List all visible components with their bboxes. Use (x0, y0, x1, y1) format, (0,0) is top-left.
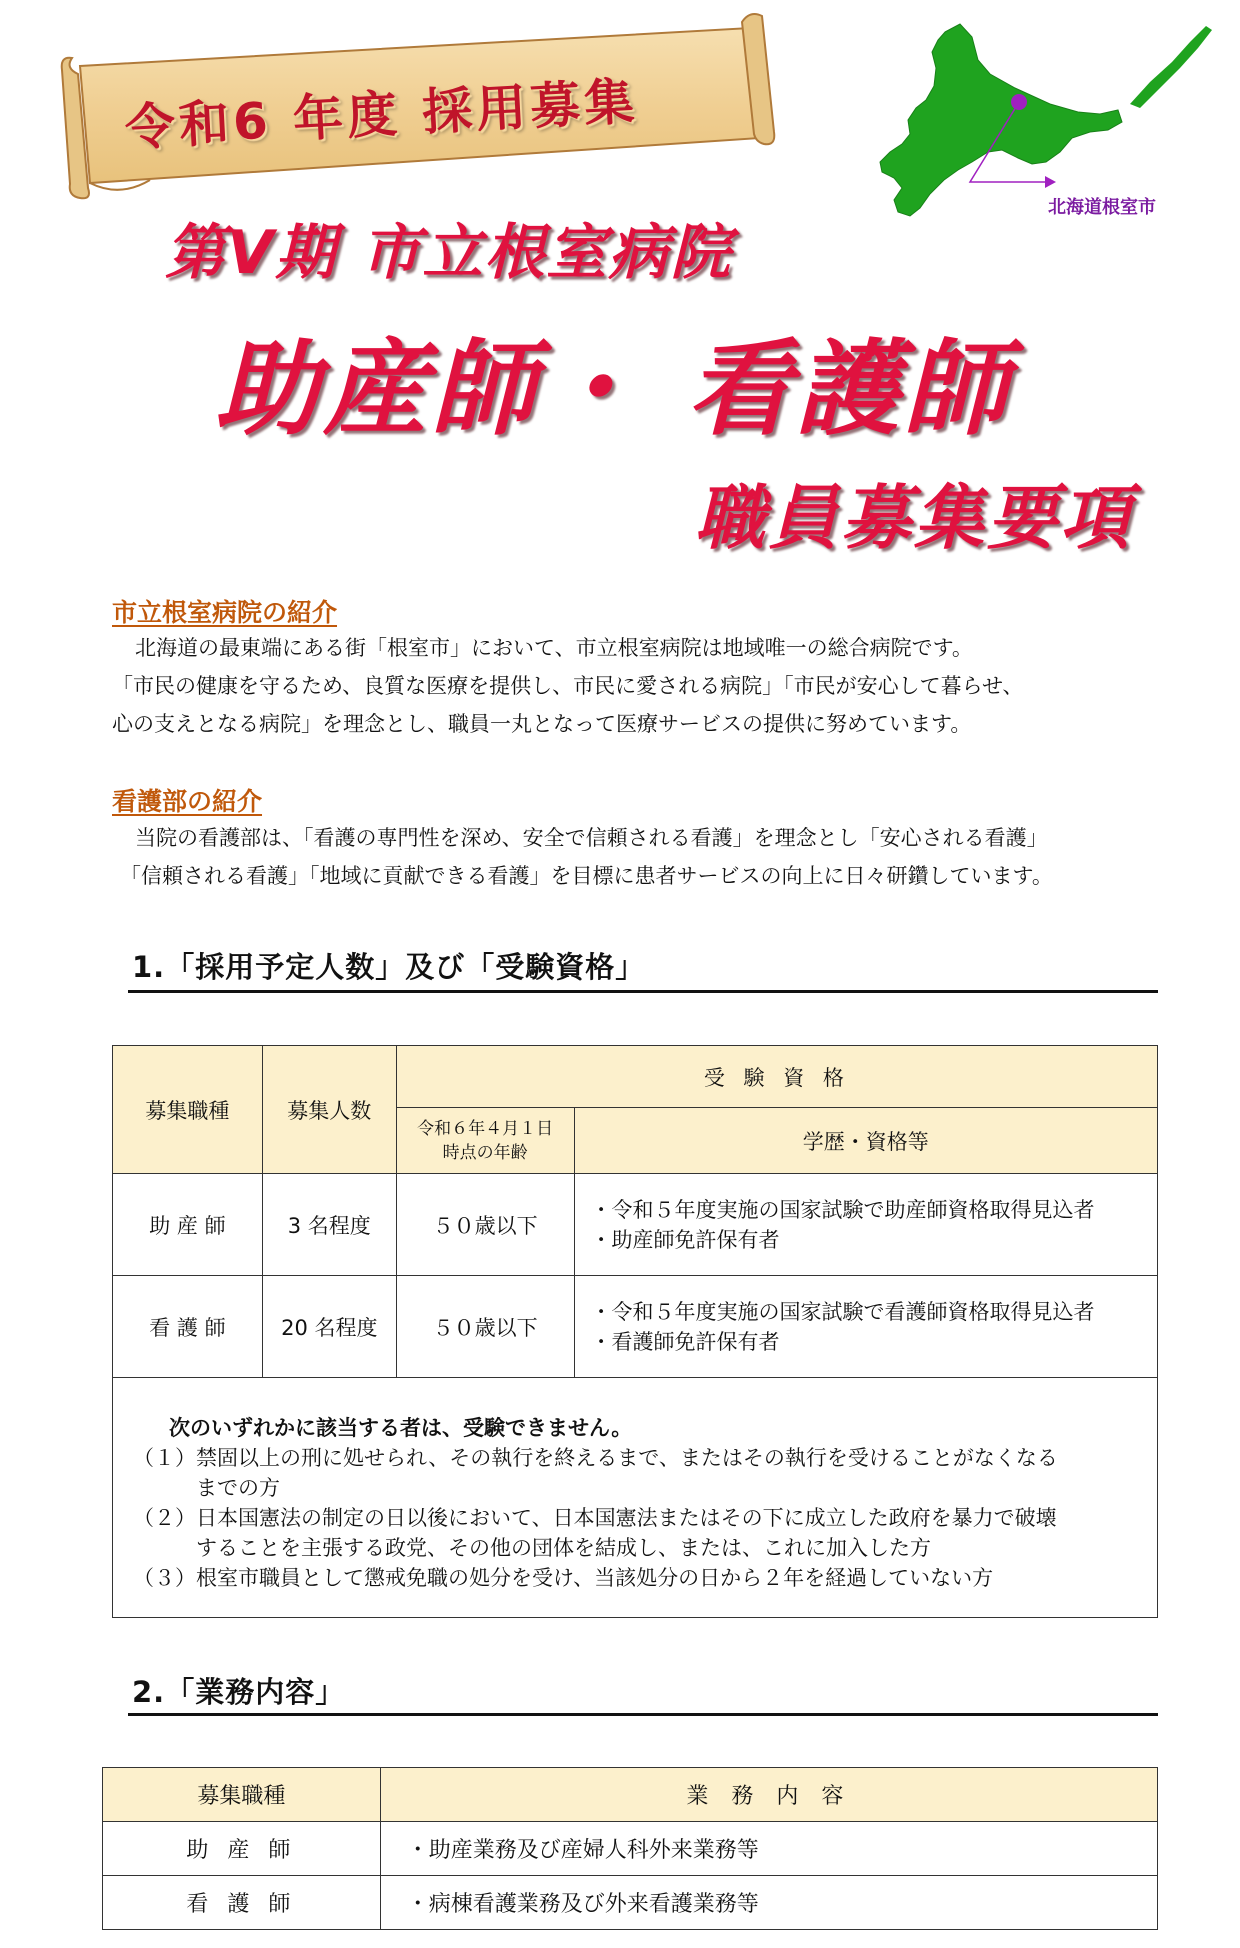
job-content-table (102, 1767, 1158, 1930)
table-row (113, 1174, 1158, 1276)
nursing-intro-line: 「信頼される看護」「地域に貢献できる看護」を目標に患者サービスの向上に日々研鑽しています。 (120, 864, 1053, 888)
table-row (113, 1276, 1158, 1378)
cell-count: 3 名程度 (262, 1174, 396, 1276)
main-title: 助産師・ 看護師 (215, 328, 1012, 450)
note-line: （２）日本国憲法の制定の日以後において、日本国憲法またはその下に成立した政府を暴力で破壊 (133, 1506, 1057, 1530)
header-content: 業 務 内 容 (380, 1768, 1157, 1822)
nursing-intro-line: 当院の看護部は、「看護の専門性を深め、安全で信頼される看護」を理念とし「安心される看護」 (135, 826, 1048, 850)
header-job: 募集職種 (103, 1768, 381, 1822)
cell-job: 看 護 師 (113, 1276, 263, 1378)
table-row (103, 1876, 1158, 1930)
notes-heading: 次のいずれかに該当する者は、受験できません。 (169, 1416, 633, 1440)
cell-job: 看 護 師 (103, 1876, 381, 1930)
nursing-intro-heading: 看護部の紹介 (112, 787, 263, 816)
qual-line: ・令和５年度実施の国家試験で助産師資格取得見込者 (590, 1197, 1095, 1222)
cell-quals (574, 1174, 1157, 1276)
hospital-intro-line: 心の支えとなる病院」を理念とし、職員一丸となって医療サービスの提供に努めています。 (112, 712, 972, 736)
hospital-intro-heading: 市立根室病院の紹介 (112, 598, 338, 627)
table-row (103, 1822, 1158, 1876)
header-education: 学歴・資格等 (574, 1108, 1157, 1174)
qual-line: ・助産師免許保有者 (590, 1227, 780, 1252)
section1-rule (128, 990, 1158, 993)
cell-age: ５０歳以下 (396, 1276, 574, 1378)
section2-heading: 2.「業務内容」 (132, 1675, 346, 1709)
disqualification-notes (112, 1378, 1158, 1618)
cell-job: 助 産 師 (103, 1822, 381, 1876)
cell-quals (574, 1276, 1157, 1378)
header-qualification: 受 験 資 格 (396, 1046, 1157, 1108)
note-line: （３）根室市職員として懲戒免職の処分を受け、当該処分の日から２年を経過していない方 (133, 1566, 994, 1590)
hospital-intro-line: 北海道の最東端にある街「根室市」において、市立根室病院は地域唯一の総合病院です。 (135, 636, 973, 660)
banner-title: 令和6 年度 採用募集 (123, 72, 640, 158)
header-job: 募集職種 (113, 1046, 263, 1174)
header-age-line: 令和６年４月１日 (417, 1118, 554, 1139)
header-count: 募集人数 (262, 1046, 396, 1174)
header-age-line: 時点の年齢 (442, 1142, 528, 1163)
cell-content: ・助産業務及び産婦人科外来業務等 (380, 1822, 1157, 1876)
recruitment-guide-title: 職員募集要項 (695, 477, 1133, 559)
map-label: 北海道根室市 (1048, 197, 1156, 218)
note-line: （１）禁固以上の刑に処せられ、その執行を終えるまで、またはその執行を受けることがなくなる (133, 1446, 1058, 1470)
note-line: までの方 (133, 1476, 280, 1500)
qualification-table (112, 1045, 1158, 1378)
cell-job: 助 産 師 (113, 1174, 263, 1276)
qual-line: ・看護師免許保有者 (590, 1329, 780, 1354)
section2-rule (128, 1713, 1158, 1716)
qual-line: ・令和５年度実施の国家試験で看護師資格取得見込者 (590, 1299, 1095, 1324)
note-line: することを主張する政党、その他の団体を結成し、または、これに加入した方 (133, 1536, 931, 1560)
cell-age: ５０歳以下 (396, 1174, 574, 1276)
hospital-subtitle: 第Ⅴ期 市立根室病院 (165, 218, 733, 288)
header-age (396, 1108, 574, 1174)
hospital-intro-line: 「市民の健康を守るため、良質な医療を提供し、市民に愛される病院」「市民が安心して暮らせ、 (112, 674, 1024, 698)
section1-heading: 1.「採用予定人数」及び「受験資格」 (132, 950, 646, 984)
cell-content: ・病棟看護業務及び外来看護業務等 (380, 1876, 1157, 1930)
hokkaido-map-icon (850, 12, 1220, 232)
cell-count: 20 名程度 (262, 1276, 396, 1378)
